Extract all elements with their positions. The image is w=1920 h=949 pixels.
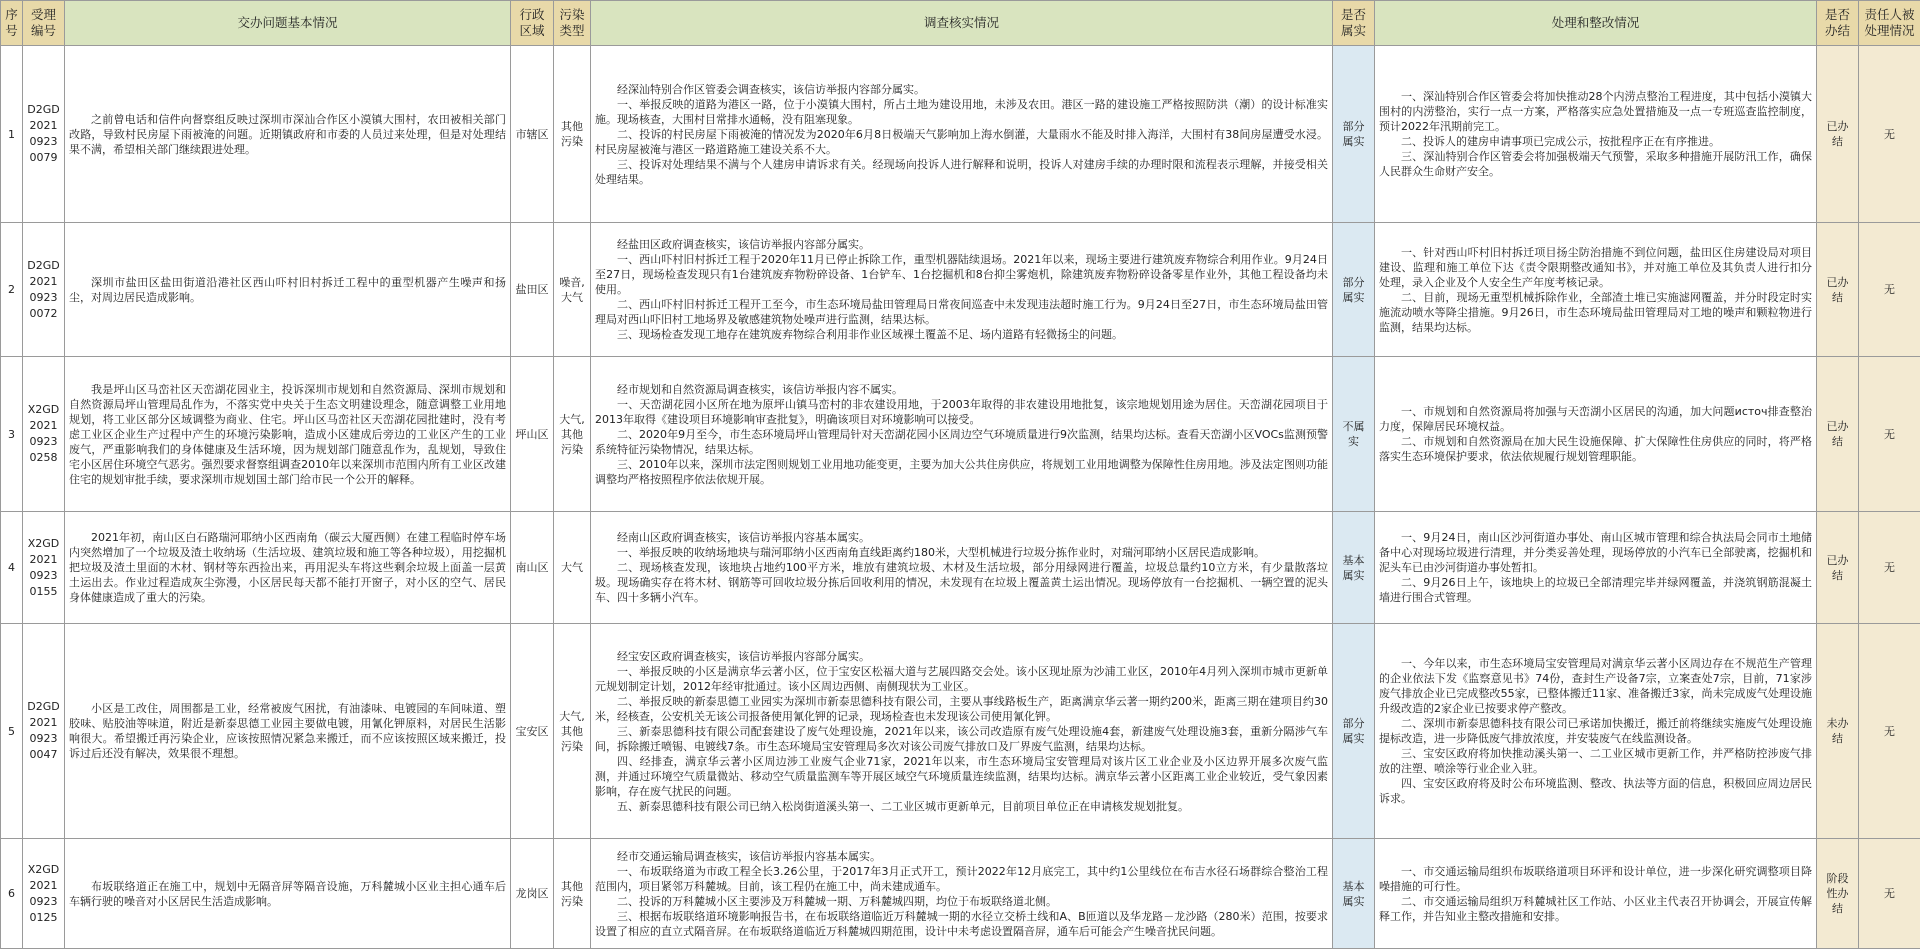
row-code-line: D2GD — [27, 699, 60, 715]
row-is-done-line: 结 — [1821, 901, 1854, 916]
row-rectification — [1375, 46, 1817, 223]
table-row — [1, 46, 1920, 223]
investigation-paragraph: 三、2010年以来，深圳市法定图则规划工业用地功能变更，主要为加大公共住房供应，将规划工业用地调整为保障性住房用地。涉及法定图则功能调整均严格按照程序依法依规开展。 — [595, 457, 1328, 487]
row-code-line: X2GD — [27, 402, 60, 418]
row-problem — [65, 512, 511, 624]
row-code-line: 2021 — [27, 878, 60, 894]
row-type-line: 大气, — [558, 412, 586, 427]
row-type-line: 其他 — [558, 427, 586, 442]
row-area: 宝安区 — [511, 624, 554, 839]
investigation-paragraph: 一、天峦湖花园小区所在地为原坪山镇马峦村的非农建设用地，于2003年取得的非农建设用地批复，该宗地规划用途为居住。天峦湖花园项目于2013年取得《建设项目环境影响审查批复》，明确该项目对环境影响可以接受。 — [595, 397, 1328, 427]
row-is-true-line: 属实 — [1337, 894, 1370, 909]
header-is-done: 是否办结 — [1817, 1, 1859, 46]
row-type-line: 大气 — [558, 560, 586, 575]
investigation-paragraph: 一、举报反映的收纳场地块与瑞河耶纳小区西南角直线距离约180米，大型机械进行垃圾分拣作业时，对瑞河耶纳小区居民造成影响。 — [595, 545, 1328, 560]
row-code-line: 0923 — [27, 894, 60, 910]
rectification-paragraph: 三、宝安区政府将加快推动溪头第一、二工业区城市更新工作，并严格防控涉废气排放的注塑、喷涂等行业企业入驻。 — [1379, 746, 1812, 776]
rectification-paragraph: 一、市交通运输局组织布坂联络道项目环评和设计单位，进一步深化研究调整项目降噪措施的可行性。 — [1379, 864, 1812, 894]
investigation-paragraph: 一、举报反映的道路为港区一路，位于小漠镇大围村，所占土地为建设用地，未涉及农田。港区一路的建设施工严格按照防洪（潮）的设计标准实施。现场核查，大围村目常排水通畅，没有阻塞现象。 — [595, 97, 1328, 127]
table-row — [1, 223, 1920, 357]
investigation-paragraph: 三、现场检查发现工地存在建筑废弃物综合利用非作业区域裸土覆盖不足、场内道路有轻微扬尘的问题。 — [595, 327, 1328, 342]
row-investigation — [591, 839, 1333, 949]
row-code-line: 0923 — [27, 568, 60, 584]
row-is-done-line: 已办 — [1821, 275, 1854, 290]
rectification-paragraph: 二、深圳市新泰思德科技有限公司已承诺加快搬迁，搬迁前将继续实施废气处理设施提标改造，进一步降低废气排放浓度，并安装废气在线监测设备。 — [1379, 716, 1812, 746]
header-index: 序号 — [1, 1, 23, 46]
row-type-line: 噪音, — [558, 275, 586, 290]
row-rectification — [1375, 223, 1817, 357]
row-code-line: 0079 — [27, 150, 60, 166]
row-is-true-line: 部分 — [1337, 119, 1370, 134]
row-rectification — [1375, 839, 1817, 949]
row-code-line: 0923 — [27, 290, 60, 306]
row-is-true-line: 实 — [1337, 434, 1370, 449]
investigation-paragraph: 经盐田区政府调查核实，该信访举报内容部分属实。 — [595, 237, 1328, 252]
row-responsible: 无 — [1859, 512, 1920, 624]
row-code-line: X2GD — [27, 536, 60, 552]
row-area: 盐田区 — [511, 223, 554, 357]
row-problem — [65, 839, 511, 949]
row-is-true-line: 部分 — [1337, 275, 1370, 290]
row-code-line: 0923 — [27, 434, 60, 450]
row-rectification — [1375, 624, 1817, 839]
rectification-paragraph: 二、投诉人的建房申请事项已完成公示，按批程序正在有序推进。 — [1379, 134, 1812, 149]
row-is-done-line: 已办 — [1821, 119, 1854, 134]
header-rectification: 处理和整改情况 — [1375, 1, 1817, 46]
row-area: 龙岗区 — [511, 839, 554, 949]
row-index: 6 — [1, 839, 23, 949]
row-type-line: 大气, — [558, 709, 586, 724]
header-responsible: 责任人被处理情况 — [1859, 1, 1920, 46]
row-is-true-line: 基本 — [1337, 553, 1370, 568]
rectification-paragraph: 四、宝安区政府将及时公布环境监测、整改、执法等方面的信息，积极回应周边居民诉求。 — [1379, 776, 1812, 806]
row-is-done — [1817, 223, 1859, 357]
header-type: 污染类型 — [554, 1, 591, 46]
row-is-done — [1817, 512, 1859, 624]
row-is-true-line: 不属 — [1337, 419, 1370, 434]
investigation-paragraph: 一、西山吓村旧村拆迁工程于2020年11月已停止拆除工作，重型机器陆续退场。2021年以来，现场主要进行建筑废弃物综合利用作业。9月24日至27日，现场检查发现只有1台建筑废弃物粉碎设备、1台铲车、1台挖掘机和8台抑尘雾炮机，除建筑废弃物粉碎设备零星作业外，其他工程设备均未使用。 — [595, 252, 1328, 297]
investigation-paragraph: 二、2020年9月至今，市生态环境局坪山管理局针对天峦湖花园小区周边空气环境质量进行9次监测，结果均达标。查看天峦湖小区VOCs监测预警系统特征污染物情况，结果达标。 — [595, 427, 1328, 457]
investigation-paragraph: 经南山区政府调查核实，该信访举报内容基本属实。 — [595, 530, 1328, 545]
row-is-true — [1333, 357, 1375, 512]
row-investigation — [591, 512, 1333, 624]
row-code-line: D2GD — [27, 102, 60, 118]
row-is-done-line: 已办 — [1821, 419, 1854, 434]
row-investigation — [591, 46, 1333, 223]
investigation-paragraph: 五、新泰思德科技有限公司已纳入松岗街道溪头第一、二工业区城市更新单元，目前项目单位正在申请核发规划批复。 — [595, 799, 1328, 814]
row-rectification — [1375, 357, 1817, 512]
row-is-true — [1333, 512, 1375, 624]
header-problem: 交办问题基本情况 — [65, 1, 511, 46]
investigation-paragraph: 二、现场核查发现，该地块占地约100平方米，堆放有建筑垃圾、木材及生活垃圾，部分用绿网进行覆盖，垃圾总量约10立方米，有少量散落垃圾。现场确实存在将木材、钢筋等可回收垃圾分拣后回收利用的情况，未发现有在垃圾上覆盖黄土运出情况。现场停放有一台挖掘机、一辆空置的泥头车、四十多辆小汽车。 — [595, 560, 1328, 605]
row-type-line: 污染 — [558, 134, 586, 149]
investigation-paragraph: 二、举报反映的新泰思德工业园实为深圳市新泰思德科技有限公司，主要从事线路板生产，距离满京华云著一期约200米，距离三期在建项目约30米，经核查，公安机关无该公司报备使用氰化钾的记录，现场检查也未发现该公司使用氰化钾。 — [595, 694, 1328, 724]
rectification-paragraph: 二、目前，现场无重型机械拆除作业，全部渣土堆已实施滤网覆盖，并分时段定时实施流动喷水等降尘措施。9月26日，市生态环境局盐田管理局对工地的噪声和颗粒物进行监测，结果均达标。 — [1379, 290, 1812, 335]
investigation-paragraph: 经宝安区政府调查核实，该信访举报内容部分属实。 — [595, 649, 1328, 664]
row-code-line: 2021 — [27, 552, 60, 568]
investigation-paragraph: 二、投诉的村民房屋下雨被淹的情况发为2020年6月8日极端天气影响加上海水倒灌，大量雨水不能及时排入海洋，大围村有38间房屋遭受水浸。村民房屋被淹与港区一路道路施工建设关系不大。 — [595, 127, 1328, 157]
investigation-paragraph: 一、举报反映的小区是满京华云著小区，位于宝安区松福大道与艺展四路交会处。该小区现址原为沙浦工业区，2010年4月列入深圳市城市更新单元规划制定计划，2012年经审批通过。该小区周边西侧、南侧现状为工业区。 — [595, 664, 1328, 694]
investigation-paragraph: 三、投诉对处理结果不满与个人建房申请诉求有关。经现场向投诉人进行解释和说明，投诉人对建房手续的办理时限和流程表示理解，并接受相关处理结果。 — [595, 157, 1328, 187]
row-problem-text: 之前曾电话和信件向督察组反映过深圳市深汕合作区小漠镇大围村，农田被相关部门改路，导致村民房屋下雨被淹的问题。近期镇政府和市委的人员过来处理，但是对处理结果不满，希望相关部门继续跟进处理。 — [69, 112, 506, 157]
row-is-done — [1817, 46, 1859, 223]
table-header-row — [1, 1, 1920, 46]
row-problem — [65, 624, 511, 839]
row-index: 4 — [1, 512, 23, 624]
table-row — [1, 357, 1920, 512]
row-is-done-line: 结 — [1821, 134, 1854, 149]
rectification-paragraph: 一、9月24日，南山区沙河街道办事处、南山区城市管理和综合执法局会同市土地储备中心对现场垃圾进行清理，并分类妥善处理，现场停放的小汽车已全部驶离，挖掘机和泥头车已由沙河街道办事处暂扣。 — [1379, 530, 1812, 575]
row-is-true — [1333, 624, 1375, 839]
row-type-line: 大气 — [558, 290, 586, 305]
row-investigation — [591, 223, 1333, 357]
row-type-line: 污染 — [558, 442, 586, 457]
row-is-done-line: 结 — [1821, 568, 1854, 583]
rectification-paragraph: 一、针对西山吓村旧村拆迁项目扬尘防治措施不到位问题，盐田区住房建设局对项目建设、监理和施工单位下达《责令限期整改通知书》，并对施工单位及其负责人进行扣分处理，录入企业及个人安全生产年度考核记录。 — [1379, 245, 1812, 290]
row-responsible: 无 — [1859, 624, 1920, 839]
row-index: 3 — [1, 357, 23, 512]
row-code-line: 0047 — [27, 747, 60, 763]
row-responsible: 无 — [1859, 223, 1920, 357]
row-type — [554, 223, 591, 357]
row-type-line: 其他 — [558, 879, 586, 894]
row-is-done-line: 结 — [1821, 434, 1854, 449]
row-is-true-line: 属实 — [1337, 731, 1370, 746]
row-problem-text: 布坂联络道正在施工中，规划中无隔音屏等隔音设施，万科麓城小区业主担心通车后车辆行驶的噪音对小区居民生活造成影响。 — [69, 879, 506, 909]
investigation-paragraph: 经市交通运输局调查核实，该信访举报内容基本属实。 — [595, 849, 1328, 864]
row-problem-text: 我是坪山区马峦社区天峦湖花园业主，投诉深圳市规划和自然资源局、深圳市规划和自然资源局坪山管理局乱作为，不落实党中央关于生态文明建设理念，随意调整工业用地规划，将工业区部分区域调整为商业、住宅。坪山区马峦社区天峦湖花园批建时，没有考虑工业区企业生产过程中产生的环境污染影响，造成小区建成后旁边的工业区产生的工业废气，严重影响我们的身体健康及生活环境，因为规划部门随意乱作为，乱规划，导致住宅小区居住环境空气恶劣。强烈要求督察组调查2010年以来深圳市范围内所有工业区改建住宅的规划审批手续，要求深圳市规划国土部门给市民一个公开的解释。 — [69, 382, 506, 487]
row-is-true-line: 属实 — [1337, 568, 1370, 583]
investigation-paragraph: 经深汕特别合作区管委会调查核实，该信访举报内容部分属实。 — [595, 82, 1328, 97]
row-type — [554, 624, 591, 839]
row-type-line: 污染 — [558, 739, 586, 754]
rectification-paragraph: 一、今年以来，市生态环境局宝安管理局对满京华云著小区周边存在不规范生产管理的企业依法下发《监察意见书》74份，查封生产设备7宗，立案查处7宗，目前，71家涉废气排放企业已完成整改55家，已整体搬迁11家、准备搬迁3家，尚未完成废气处理设施升级改造的2家企业已按要求停产整改。 — [1379, 656, 1812, 716]
row-problem-text: 深圳市盐田区盐田街道沿港社区西山吓村旧村拆迁工程中的重型机器产生噪声和扬尘，对周边居民造成影响。 — [69, 275, 506, 305]
row-code — [23, 624, 65, 839]
row-index: 1 — [1, 46, 23, 223]
row-area: 南山区 — [511, 512, 554, 624]
row-code-line: D2GD — [27, 258, 60, 274]
table-body — [1, 46, 1920, 949]
row-is-done-line: 阶段 — [1821, 871, 1854, 886]
row-type — [554, 357, 591, 512]
table-row — [1, 624, 1920, 839]
row-problem-text: 2021年初，南山区白石路瑞河耶纳小区西南角（碳云大厦西侧）在建工程临时停车场内突然增加了一个垃圾及渣土收纳场（生活垃圾、建筑垃圾和施工等各种垃圾），用挖掘机把垃圾及渣土里面的木材、钢材等东西捡出来，再用泥头车将这些剩余垃圾上面盖一层黄土运出去。作业过程造成灰尘弥漫，小区居民每天都不能打开窗子，对小区的空气、居民身体健康造成了重大的污染。 — [69, 530, 506, 605]
row-problem — [65, 223, 511, 357]
table-row — [1, 512, 1920, 624]
row-responsible: 无 — [1859, 46, 1920, 223]
investigation-paragraph: 二、西山吓村旧村拆迁工程开工至今，市生态环境局盐田管理局日常夜间巡查中未发现违法超时施工行为。9月24日至27日，市生态环境局盐田管理局对西山吓旧村工地场界及敏感建筑物处噪声进行监测，结果达标。 — [595, 297, 1328, 327]
row-type-line: 污染 — [558, 894, 586, 909]
row-code-line: 0155 — [27, 584, 60, 600]
row-area: 坪山区 — [511, 357, 554, 512]
row-code — [23, 223, 65, 357]
row-is-done-line: 结 — [1821, 290, 1854, 305]
row-problem-text: 小区是工改住，周围都是工业，经常被废气困扰，有油漆味、电镀园的车间味道、塑胶味、贴胶油等味道，附近是新泰思德工业园主要做电镀，用氰化钾原料，对居民生活影响很大。希望搬迁再污染企业，应该按照情况紧急来搬迁，而不应该按照区域来搬迁，投诉过后还没有解决，效果很不理想。 — [69, 701, 506, 761]
row-code-line: 2021 — [27, 715, 60, 731]
header-area: 行政区域 — [511, 1, 554, 46]
row-is-done-line: 结 — [1821, 731, 1854, 746]
rectification-paragraph: 一、市规划和自然资源局将加强与天峦湖小区居民的沟通，加大问题источ排查整治力度，保障居民环境权益。 — [1379, 404, 1812, 434]
row-rectification — [1375, 512, 1817, 624]
rectification-paragraph: 一、深汕特别合作区管委会将加快推动28个内涝点整治工程进度，其中包括小漠镇大围村的内涝整治，实行一点一方案，严格落实应急处置措施及一点一专班巡查监控制度，预计2022年汛期前完工。 — [1379, 89, 1812, 134]
row-responsible: 无 — [1859, 839, 1920, 949]
row-index: 5 — [1, 624, 23, 839]
row-is-true — [1333, 223, 1375, 357]
row-code-line: 2021 — [27, 274, 60, 290]
row-code — [23, 46, 65, 223]
row-code-line: 0072 — [27, 306, 60, 322]
rectification-paragraph: 三、深汕特别合作区管委会将加强极端天气预警，采取多种措施开展防汛工作，确保人民群众生命财产安全。 — [1379, 149, 1812, 179]
row-is-true — [1333, 46, 1375, 223]
row-is-true-line: 基本 — [1337, 879, 1370, 894]
rectification-paragraph: 二、9月26日上午，该地块上的垃圾已全部清理完毕并绿网覆盖，并浇筑钢筋混凝土墙进行围合式管理。 — [1379, 575, 1812, 605]
row-code-line: X2GD — [27, 862, 60, 878]
row-is-done-line: 未办 — [1821, 716, 1854, 731]
row-responsible: 无 — [1859, 357, 1920, 512]
row-code-line: 0923 — [27, 134, 60, 150]
row-problem — [65, 357, 511, 512]
row-code-line: 2021 — [27, 418, 60, 434]
row-is-done — [1817, 357, 1859, 512]
row-code-line: 2021 — [27, 118, 60, 134]
investigation-paragraph: 二、投诉的万科麓城小区主要涉及万科麓城一期、万科麓城四期，均位于布坂联络道北侧。 — [595, 894, 1328, 909]
row-investigation — [591, 357, 1333, 512]
row-type — [554, 46, 591, 223]
investigation-paragraph: 四、经排查，满京华云著小区周边涉工业废气企业71家，2021年以来，市生态环境局宝安管理局对该片区工业企业及小区边界开展多次废气监测，并通过环境空气质量微站、移动空气质量监测车等开展区域空气环境质量连续监测，结果均达标。满京华云著小区距离工业企业较近，受气象因素影响，存在废气扰民的问题。 — [595, 754, 1328, 799]
row-code-line: 0125 — [27, 910, 60, 926]
row-is-done — [1817, 624, 1859, 839]
header-code: 受理编号 — [23, 1, 65, 46]
row-is-true-line: 部分 — [1337, 716, 1370, 731]
row-code-line: 0923 — [27, 731, 60, 747]
row-investigation — [591, 624, 1333, 839]
row-area: 市辖区 — [511, 46, 554, 223]
investigation-paragraph: 一、布坂联络道为市政工程全长3.26公里，于2017年3月正式开工，预计2022年12月底完工，其中约1公里线位在布吉水径石场群综合整治工程范围内，项目紧邻万科麓城。目前，该工程仍在施工中，尚未建成通车。 — [595, 864, 1328, 894]
row-code — [23, 512, 65, 624]
row-code — [23, 357, 65, 512]
investigation-paragraph: 三、根据布坂联络道环境影响报告书，在布坂联络道临近万科麓城一期的水径立交桥土线和A、B匝道以及华龙路－龙沙路（280米）范围，按要求设置了相应的直立式隔音屏。在布坂联络道临近万科麓城四期范围，设计中未考虑设置隔音屏，通车后可能会产生噪音扰民问题。 — [595, 909, 1328, 939]
row-type-line: 其他 — [558, 724, 586, 739]
row-is-true-line: 属实 — [1337, 290, 1370, 305]
row-index: 2 — [1, 223, 23, 357]
row-code — [23, 839, 65, 949]
row-is-true-line: 属实 — [1337, 134, 1370, 149]
row-is-done-line: 性办 — [1821, 886, 1854, 901]
table-row — [1, 839, 1920, 949]
header-investigation: 调查核实情况 — [591, 1, 1333, 46]
investigation-paragraph: 三、新泰思德科技有限公司配套建设了废气处理设施，2021年以来，该公司改造原有废气处理设施4套，新建废气处理设施3套，重新分隔涉气车间，拆除搬迁喷锡、电镀线7条。市生态环境局宝安管理局多次对该公司废气排放口及厂界废气监测，结果均达标。 — [595, 724, 1328, 754]
rectification-paragraph: 二、市交通运输局组织万科麓城社区工作站、小区业主代表召开协调会，开展宣传解释工作，并告知业主整改措施和安排。 — [1379, 894, 1812, 924]
investigation-paragraph: 经市规划和自然资源局调查核实，该信访举报内容不属实。 — [595, 382, 1328, 397]
row-type — [554, 512, 591, 624]
header-is-true: 是否属实 — [1333, 1, 1375, 46]
row-type-line: 其他 — [558, 119, 586, 134]
row-problem — [65, 46, 511, 223]
rectification-paragraph: 二、市规划和自然资源局在加大民生设施保障、扩大保障性住房供应的同时，将严格落实生态环境保护要求，依法依规履行规划管理职能。 — [1379, 434, 1812, 464]
row-is-done — [1817, 839, 1859, 949]
row-code-line: 0258 — [27, 450, 60, 466]
row-type — [554, 839, 591, 949]
row-is-true — [1333, 839, 1375, 949]
row-is-done-line: 已办 — [1821, 553, 1854, 568]
